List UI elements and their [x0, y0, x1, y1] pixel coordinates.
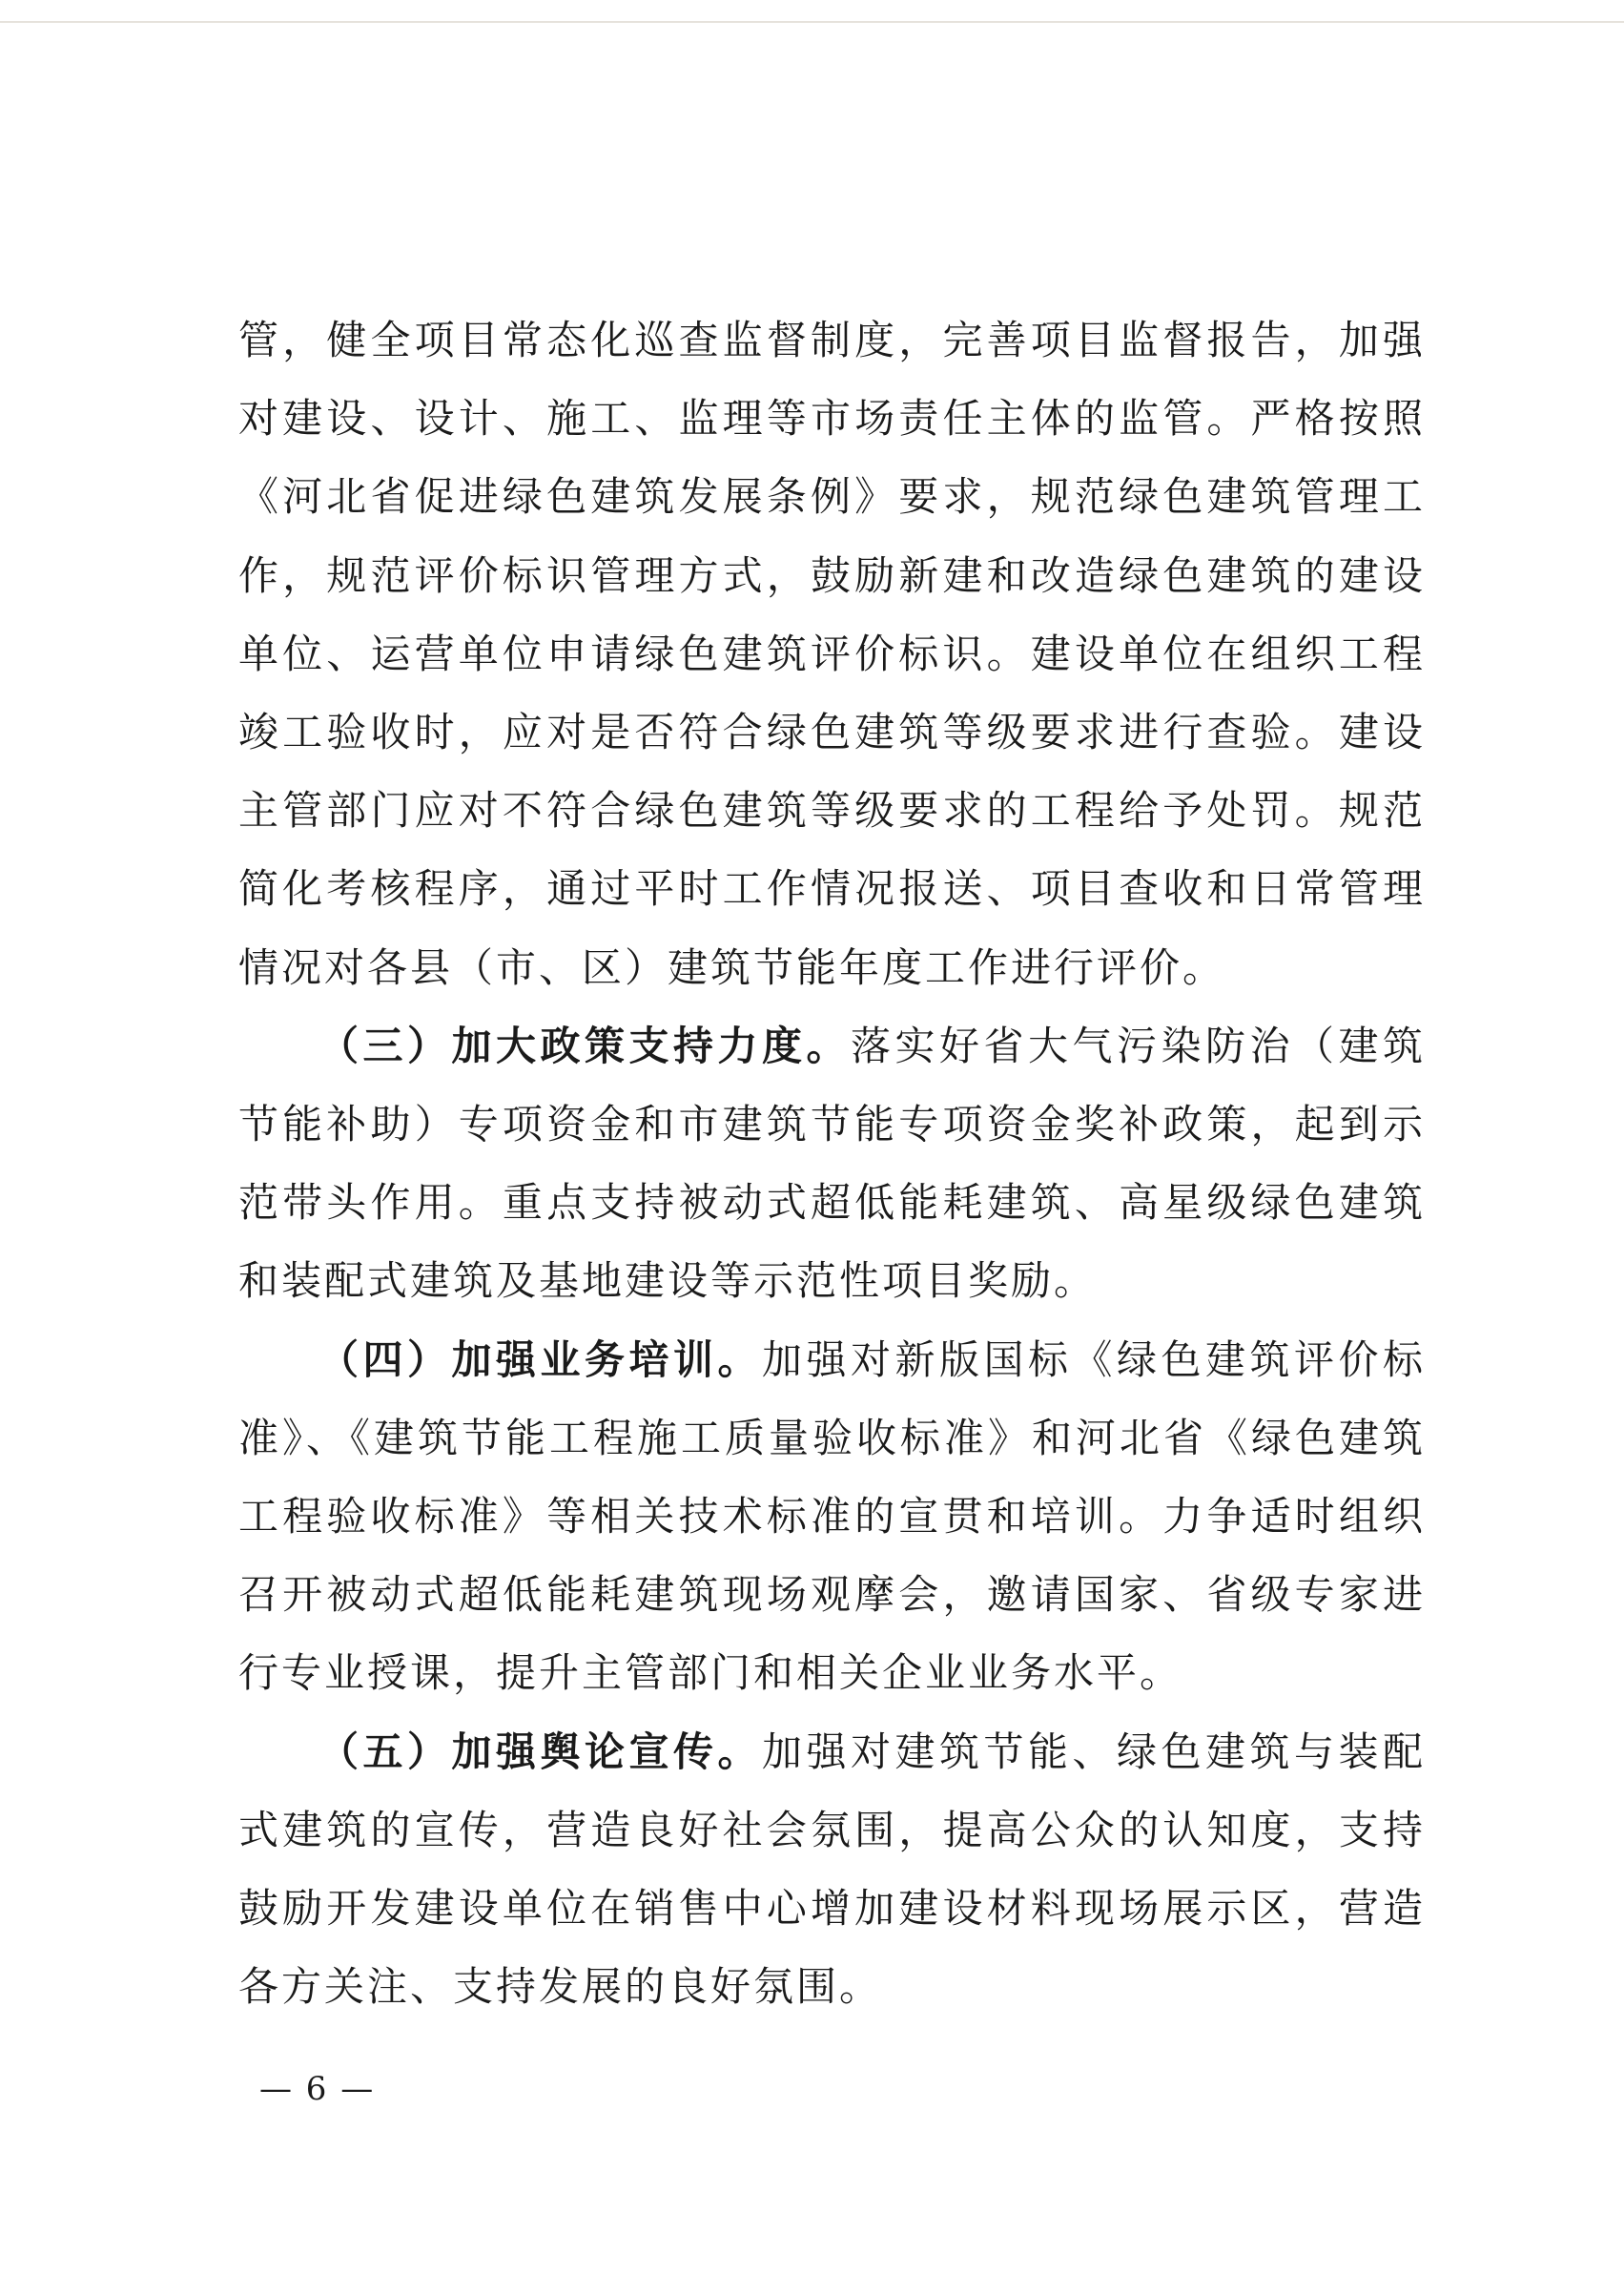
section-heading-training: （四）加强业务培训。 — [319, 1335, 762, 1383]
paragraph-text: 加强对建筑节能、绿色建筑与装配式建筑的宣传，营造良好社会氛围，提高公众的认知度，支持鼓励开发建设单位在销售中心增加建设材料现场展示区，营造各方关注、支持发展的良好氛围。 — [238, 1727, 1426, 2011]
top-edge-rule — [0, 21, 1624, 23]
paragraph-publicity — [238, 1713, 1426, 2027]
section-heading-publicity: （五）加强舆论宣传。 — [319, 1727, 762, 1775]
page-number: — 6 — — [259, 2070, 376, 2108]
paragraph-training — [238, 1321, 1426, 1713]
paragraph-policy-support — [238, 1007, 1426, 1321]
paragraph-text: 加强对新版国标《绿色建筑评价标准》、《建筑节能工程施工质量验收标准》和河北省《绿色建筑工程验收标准》等相关技术标准的宣贯和培训。力争适时组织召开被动式超低能耗建筑现场观摩会，邀请国家、省级专家进行专业授课，提升主管部门和相关企业业务水平。 — [238, 1335, 1426, 1697]
paragraph-text: 落实好省大气污染防治（建筑节能补助）专项资金和市建筑节能专项资金奖补政策，起到示范带头作用。重点支持被动式超低能耗建筑、高星级绿色建筑和装配式建筑及基地建设等示范性项目奖励。 — [238, 1022, 1426, 1305]
document-body — [238, 301, 1426, 2026]
paragraph-text: 管，健全项目常态化巡查监督制度，完善项目监督报告，加强对建设、设计、施工、监理等市场责任主体的监管。严格按照《河北省促进绿色建筑发展条例》要求，规范绿色建筑管理工作，规范评价标识管理方式，鼓励新建和改造绿色建筑的建设单位、运营单位申请绿色建筑评价标识。建设单位在组织工程竣工验收时，应对是否符合绿色建筑等级要求进行查验。建设主管部门应对不符合绿色建筑等级要求的工程给予处罚。规范简化考核程序，通过平时工作情况报送、项目查收和日常管理情况对各县（市、区）建筑节能年度工作进行评价。 — [238, 317, 1426, 991]
section-heading-policy-support: （三）加大政策支持力度。 — [319, 1022, 851, 1069]
paragraph-continued — [238, 301, 1426, 1007]
